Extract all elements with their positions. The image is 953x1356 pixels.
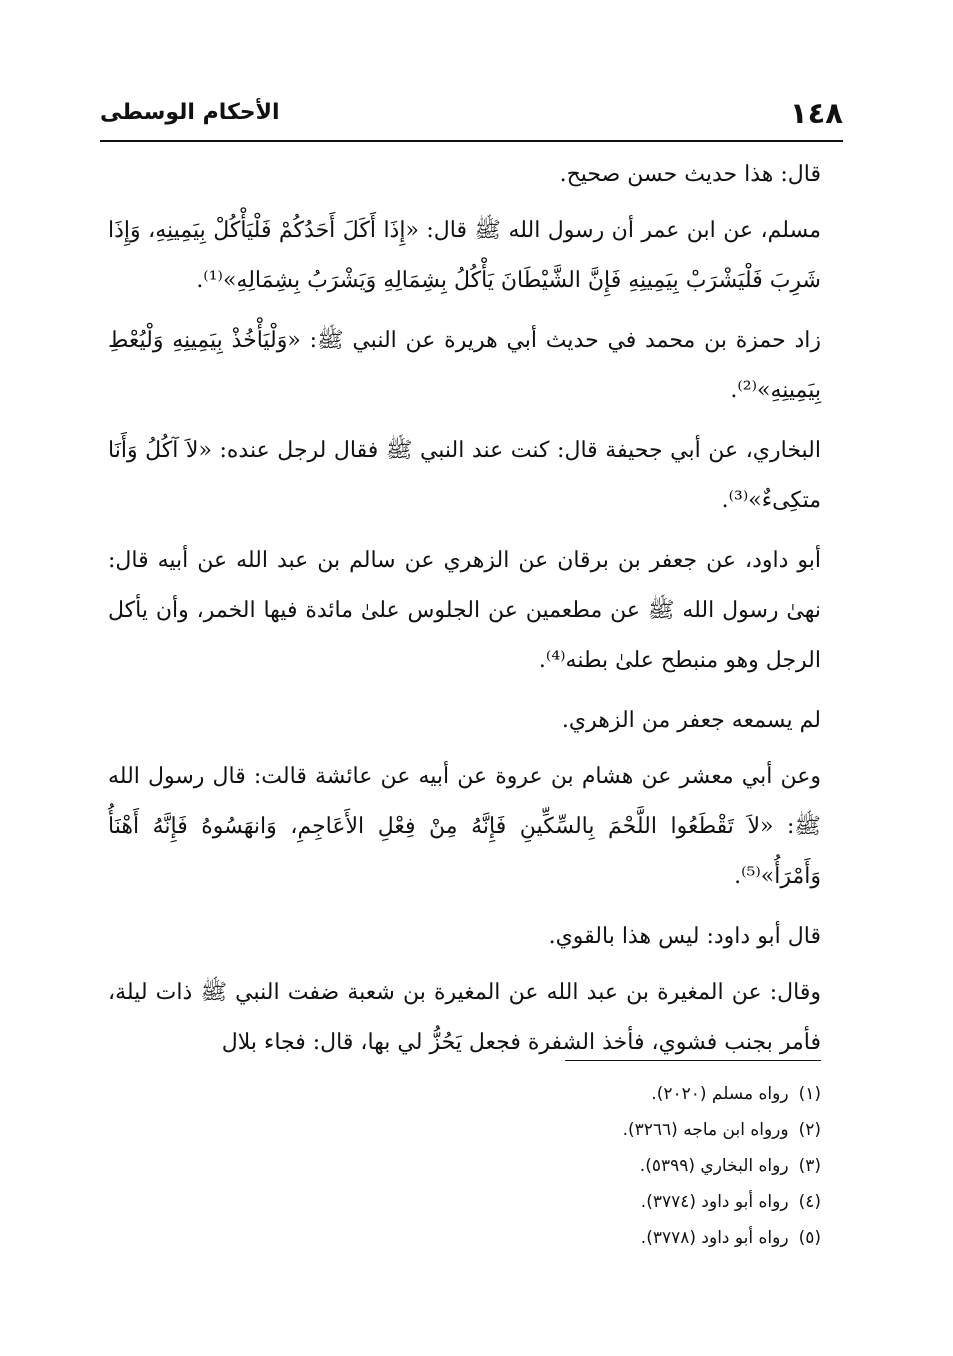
footnote-separator — [565, 1060, 821, 1061]
footnote-text: رواه مسلم (٢٠٢٠). — [651, 1084, 789, 1104]
paragraph: قال: هذا حديث حسن صحيح. — [559, 162, 821, 187]
footnote-text: رواه أبو داود (٣٧٧٤). — [640, 1192, 789, 1212]
footnote — [421, 1184, 821, 1220]
running-title: الأحكام الوسطى — [100, 100, 280, 125]
footnote-number: (٥) — [798, 1228, 821, 1248]
paragraph: زاد حمزة بن محمد في حديث أبي هريرة عن النبي ﷺ: «وَلْيَأْخُذْ بِيَمِينِهِ وَلْيُعْطِ بِيَمِينِهِ»⁽²⁾. — [108, 328, 821, 403]
paragraph: أبو داود، عن جعفر بن برقان عن الزهري عن سالم بن عبد الله عن أبيه قال: نهىٰ رسول الله ﷺ عن مطعمين عن الجلوس علىٰ مائدة فيها الخمر، وأن يأكل الرجل وهو منبطح علىٰ بطنه⁽⁴⁾. — [108, 548, 821, 673]
page-header — [100, 96, 843, 142]
footnote — [421, 1112, 821, 1148]
page-number: ١٤٨ — [789, 96, 843, 130]
paragraph: لم يسمعه جعفر من الزهري. — [561, 708, 821, 733]
footnote-number: (١) — [798, 1084, 821, 1104]
footnote-number: (٣) — [798, 1156, 821, 1176]
footnote-number: (٤) — [798, 1192, 821, 1212]
footnote — [421, 1220, 821, 1256]
paragraph: قال أبو داود: ليس هذا بالقوي. — [548, 924, 821, 949]
footnote-text: رواه البخاري (٥٣٩٩). — [639, 1156, 789, 1176]
footnote-text: ورواه ابن ماجه (٣٢٦٦). — [622, 1120, 789, 1140]
footnote-number: (٢) — [798, 1120, 821, 1140]
footnote — [421, 1148, 821, 1184]
page-body — [108, 150, 821, 1078]
footnotes — [421, 1076, 821, 1256]
footnote — [421, 1076, 821, 1112]
paragraph: البخاري، عن أبي جحيفة قال: كنت عند النبي ﷺ فقال لرجل عنده: «لاَ آكُلُ وَأَنَا متكِىءٌ»⁽³⁾. — [108, 438, 821, 513]
paragraph: وعن أبي معشر عن هشام بن عروة عن أبيه عن عائشة قالت: قال رسول الله ﷺ: «لاَ تَقْطَعُوا اللَّحْمَ بِالسِّكِّينِ فَإِنَّهُ مِنْ فِعْلِ الأَعَاجِمِ، وَانهَسُوهُ فَإِنَّهُ أَهْنَأُ وَأَمْرَأُ»⁽⁵⁾. — [108, 764, 821, 889]
paragraph: مسلم، عن ابن عمر أن رسول الله ﷺ قال: «إِذَا أَكَلَ أَحَدُكُمْ فَلْيَأْكُلْ بِيَمِينِهِ، وَإِذَا شَرِبَ فَلْيَشْرَبْ بِيَمِينِهِ فَإِنَّ الشَّيْطَانَ يَأْكُلُ بِشِمَالِهِ وَيَشْرَبُ بِشِمَالِهِ»⁽¹⁾. — [108, 218, 821, 293]
paragraph: وقال: عن المغيرة بن عبد الله عن المغيرة بن شعبة ضفت النبي ﷺ ذات ليلة، فأمر بجنب فشوي، فأخذ الشفرة فجعل يَحُزُّ لي بها، قال: فجاء بلال — [108, 980, 821, 1055]
footnote-text: رواه أبو داود (٣٧٧٨). — [640, 1228, 789, 1248]
